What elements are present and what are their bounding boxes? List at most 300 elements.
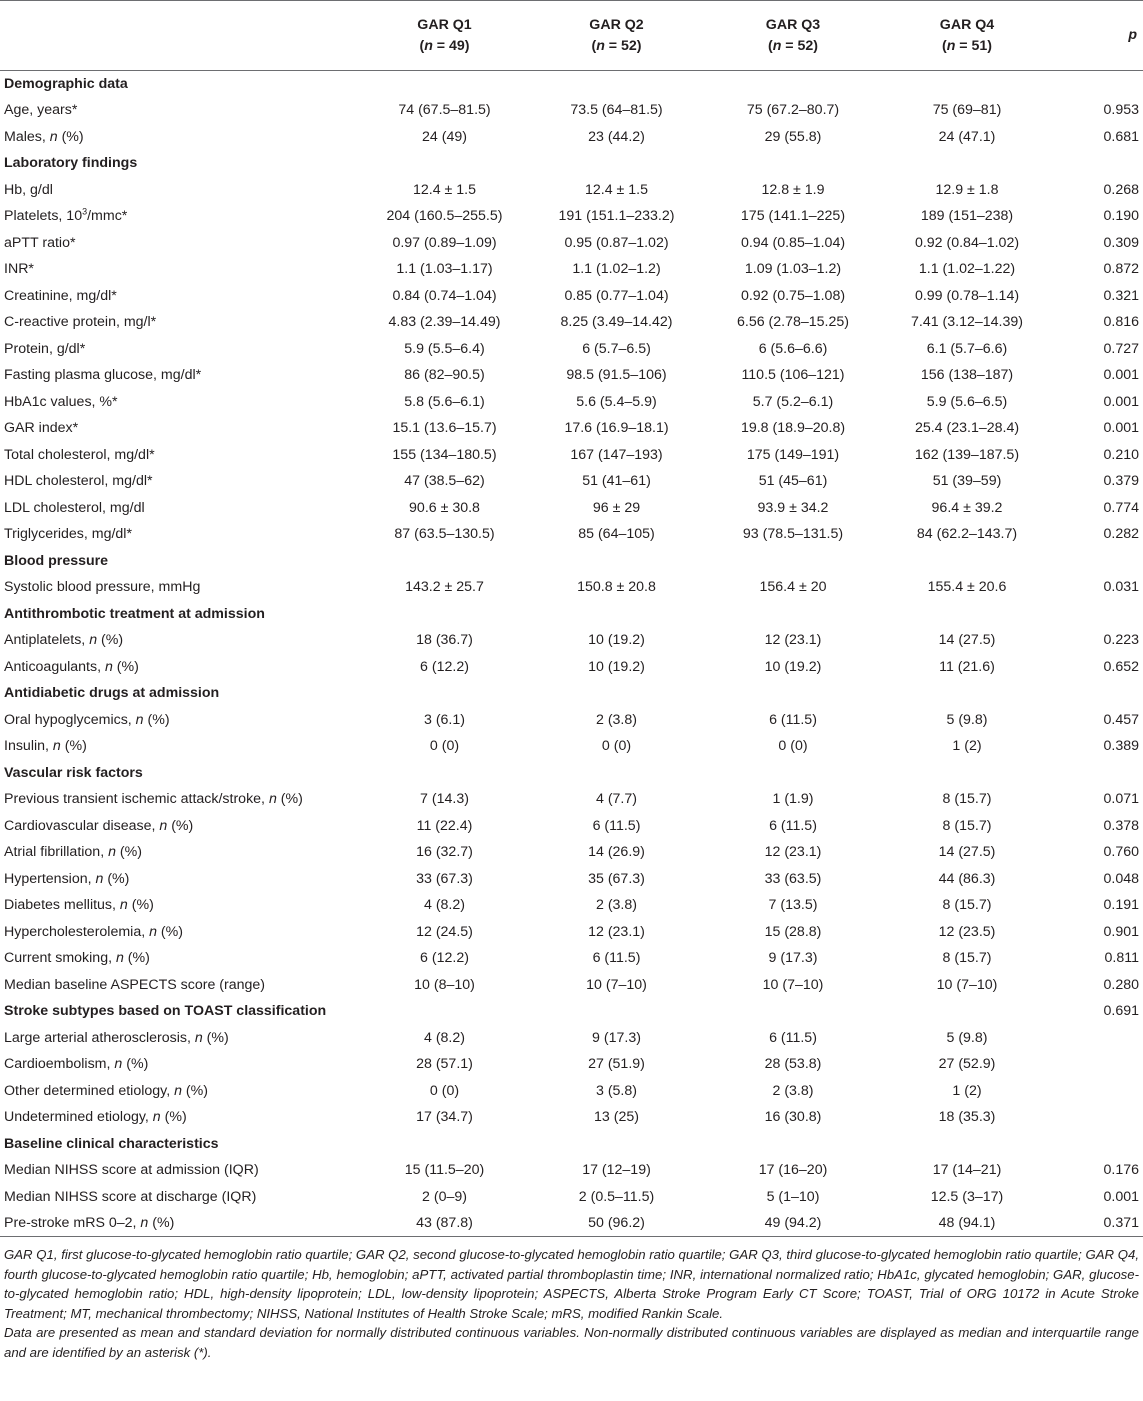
header-col-q3	[704, 1, 882, 71]
table-row	[0, 1184, 1143, 1211]
label-italic: n	[268, 791, 277, 808]
row-label	[0, 521, 360, 548]
label-text: Current smoking,	[4, 950, 116, 967]
row-label	[0, 919, 360, 946]
value-cell-q4: 25.4 (23.1–28.4)	[914, 420, 1020, 437]
row-label	[0, 1051, 360, 1078]
row-label	[0, 839, 360, 866]
p-value: 0.774	[1103, 499, 1139, 516]
header-col-n	[882, 36, 1052, 57]
table-row	[0, 1210, 1143, 1237]
label-text: Laboratory findings	[4, 155, 138, 172]
p-value: 0.001	[1103, 393, 1139, 410]
empty-cell	[360, 1131, 529, 1158]
table-row	[0, 1104, 1143, 1131]
value-cell-q3: 175 (141.1–225)	[740, 208, 846, 225]
empty-cell	[704, 1131, 882, 1158]
empty-cell	[529, 998, 704, 1025]
value-cell-q4: 51 (39–59)	[932, 473, 1002, 490]
value-cell-q4: 156 (138–187)	[920, 367, 1014, 384]
header-n-part: = 52)	[781, 37, 819, 54]
value-cell-q3: 6 (11.5)	[769, 711, 817, 728]
value-cell-q2: 17.6 (16.9–18.1)	[564, 420, 669, 437]
value-cell-q2: 167 (147–193)	[570, 446, 663, 463]
label-text: Systolic blood pressure, mmHg	[4, 579, 201, 596]
label-text: Hypertension,	[4, 870, 96, 887]
value-cell-q1: 0 (0)	[429, 1082, 460, 1099]
table-row	[0, 627, 1143, 654]
label-italic: n	[52, 738, 61, 755]
value-cell-q4: 189 (151–238)	[920, 208, 1014, 225]
value-cell-q1: 87 (63.5–130.5)	[394, 526, 495, 543]
value-cell-q4: 44 (86.3)	[938, 870, 996, 887]
header-col-name: GAR Q3	[765, 16, 821, 33]
label-suffix: (%)	[60, 738, 87, 755]
label-text: Triglycerides, mg/dl*	[4, 526, 132, 543]
value-cell-q3: 28 (53.8)	[764, 1056, 822, 1073]
value-cell-q2: 98.5 (91.5–106)	[566, 367, 667, 384]
table-row	[0, 230, 1143, 257]
value-cell-q1: 0 (0)	[429, 738, 460, 755]
label-text: Antiplatelets,	[4, 632, 90, 649]
p-value: 0.190	[1103, 208, 1139, 225]
label-text: Platelets, 10	[4, 208, 83, 225]
value-cell-q2: 14 (26.9)	[588, 844, 645, 861]
empty-cell	[529, 548, 704, 575]
section-label	[0, 548, 360, 575]
p-value: 0.048	[1103, 870, 1139, 887]
value-cell-q1: 5.9 (5.5–6.4)	[404, 340, 485, 357]
value-cell-q4: 48 (94.1)	[882, 1210, 1052, 1237]
label-suffix: (%)	[167, 817, 194, 834]
value-cell-q3: 51 (45–61)	[758, 473, 828, 490]
section-label	[0, 1131, 360, 1158]
value-cell-q3: 9 (17.3)	[768, 950, 818, 967]
table-row	[0, 813, 1143, 840]
value-cell-q1: 1.1 (1.03–1.17)	[396, 261, 493, 278]
value-cell-q4: 14 (27.5)	[938, 844, 996, 861]
table-row	[0, 839, 1143, 866]
value-cell-q2: 96 ± 29	[592, 499, 641, 516]
value-cell-q2: 2 (0.5–11.5)	[578, 1188, 655, 1205]
header-col-n	[360, 36, 529, 57]
value-cell-q3: 12 (23.1)	[764, 844, 822, 861]
value-cell-q1: 11 (22.4)	[416, 817, 473, 834]
empty-cell	[360, 760, 529, 787]
table-row	[0, 945, 1143, 972]
value-cell-q1: 15.1 (13.6–15.7)	[392, 420, 497, 437]
value-cell-q3: 0.94 (0.85–1.04)	[740, 234, 846, 251]
row-label	[0, 627, 360, 654]
header-n-part: n	[946, 37, 956, 54]
header-n-part: n	[424, 37, 433, 54]
label-text: Blood pressure	[4, 552, 109, 569]
value-cell-q3: 12 (23.1)	[764, 632, 822, 649]
section-row	[0, 760, 1143, 787]
row-label	[0, 309, 360, 336]
value-cell-q3: 19.8 (18.9–20.8)	[740, 420, 846, 437]
empty-cell	[529, 601, 704, 628]
label-text: Creatinine, mg/dl*	[4, 287, 117, 304]
value-cell-q2: 3 (5.8)	[595, 1082, 637, 1099]
value-cell-q3: 110.5 (106–121)	[741, 367, 845, 384]
label-text: Other determined etiology,	[4, 1082, 175, 1099]
row-label	[0, 1104, 360, 1131]
value-cell-q3: 33 (63.5)	[764, 870, 822, 887]
p-value: 0.760	[1103, 844, 1139, 861]
table-row	[0, 1157, 1143, 1184]
p-value: 0.371	[1052, 1210, 1143, 1237]
label-suffix: (%)	[112, 658, 139, 675]
value-cell-q2: 27 (51.9)	[588, 1056, 645, 1073]
label-italic: n	[114, 1056, 123, 1073]
value-cell-q4: 1 (2)	[952, 738, 982, 755]
row-label	[0, 1184, 360, 1211]
value-cell-q1: 28 (57.1)	[416, 1056, 473, 1073]
header-col-n	[704, 36, 882, 57]
row-label	[0, 468, 360, 495]
value-cell-q1: 204 (160.5–255.5)	[386, 208, 503, 225]
label-suffix: (%)	[160, 1109, 187, 1126]
row-label	[0, 177, 360, 204]
value-cell-q2: 2 (3.8)	[595, 711, 637, 728]
value-cell-q4: 0.99 (0.78–1.14)	[914, 287, 1020, 304]
value-cell-q2: 6 (11.5)	[592, 950, 641, 967]
label-italic: n	[140, 1215, 149, 1231]
label-text: Total cholesterol, mg/dl*	[4, 446, 155, 463]
empty-cell	[704, 760, 882, 787]
p-value: 0.191	[1103, 897, 1139, 914]
p-value	[1052, 1025, 1143, 1052]
value-cell-q2: 191 (151.1–233.2)	[558, 208, 675, 225]
label-text: Cardiovascular disease,	[4, 817, 160, 834]
label-text: aPTT ratio*	[4, 234, 76, 251]
value-cell-q4: 12 (23.5)	[938, 923, 996, 940]
value-cell-q2: 12 (23.1)	[588, 923, 645, 940]
value-cell-q2: 150.8 ± 20.8	[577, 579, 656, 596]
value-cell-q2: 23 (44.2)	[588, 128, 645, 145]
p-value: 0.210	[1103, 446, 1139, 463]
value-cell-q4: 84 (62.2–143.7)	[916, 526, 1018, 543]
p-value: 0.727	[1103, 340, 1139, 357]
label-text: Antidiabetic drugs at admission	[4, 685, 220, 702]
p-value	[1052, 601, 1143, 628]
value-cell-q1: 0.97 (0.89–1.09)	[392, 234, 497, 251]
value-cell-q1: 12 (24.5)	[416, 923, 473, 940]
value-cell-q2: 10 (19.2)	[588, 632, 645, 649]
value-cell-q4: 75 (69–81)	[932, 102, 1002, 119]
label-suffix: (%)	[148, 1215, 175, 1231]
value-cell-q4: 5 (9.8)	[946, 1029, 988, 1046]
p-value: 0.031	[1103, 579, 1139, 596]
row-label	[0, 1157, 360, 1184]
row-label	[0, 574, 360, 601]
value-cell-q4: 11 (21.6)	[939, 658, 995, 675]
label-italic: n	[108, 844, 116, 861]
row-label	[0, 786, 360, 813]
row-label	[0, 256, 360, 283]
p-value	[1052, 150, 1143, 177]
table-row	[0, 707, 1143, 734]
p-value: 0.378	[1103, 817, 1139, 834]
p-value: 0.280	[1103, 976, 1139, 993]
value-cell-q4: 18 (35.3)	[938, 1109, 996, 1126]
p-value: 0.652	[1103, 658, 1139, 675]
value-cell-q2: 5.6 (5.4–5.9)	[576, 393, 657, 410]
label-text: INR*	[4, 261, 34, 278]
table-row	[0, 283, 1143, 310]
row-label	[0, 495, 360, 522]
value-cell-q3: 49 (94.2)	[704, 1210, 882, 1237]
row-label	[0, 442, 360, 469]
row-label	[0, 892, 360, 919]
header-p	[1052, 1, 1143, 71]
value-cell-q3: 5.7 (5.2–6.1)	[752, 393, 834, 410]
value-cell-q3: 6 (11.5)	[769, 1029, 817, 1046]
header-n-part: n	[596, 37, 605, 54]
label-suffix: (%)	[57, 128, 84, 145]
empty-cell	[529, 71, 704, 98]
p-value	[1052, 71, 1143, 98]
value-cell-q4: 12.5 (3–17)	[930, 1188, 1004, 1205]
value-cell-q3: 6 (5.6–6.6)	[758, 340, 828, 357]
value-cell-q3: 10 (19.2)	[764, 658, 822, 675]
p-value	[1052, 548, 1143, 575]
p-value: 0.816	[1103, 314, 1139, 331]
p-value: 0.001	[1103, 1188, 1139, 1205]
p-value	[1052, 1104, 1143, 1131]
value-cell-q2: 8.25 (3.49–14.42)	[560, 314, 673, 331]
empty-cell	[882, 71, 1052, 98]
section-row	[0, 150, 1143, 177]
row-label	[0, 1210, 360, 1237]
table-row	[0, 892, 1143, 919]
value-cell-q3: 93 (78.5–131.5)	[742, 526, 844, 543]
label-suffix: (%)	[156, 923, 183, 940]
header-blank	[0, 1, 360, 71]
section-row	[0, 71, 1143, 98]
empty-cell	[360, 71, 529, 98]
value-cell-q1: 6 (12.2)	[420, 658, 469, 675]
value-cell-q1: 143.2 ± 25.7	[405, 579, 484, 596]
value-cell-q3: 93.9 ± 34.2	[757, 499, 829, 516]
label-text: Large arterial atherosclerosis,	[4, 1029, 195, 1046]
row-label	[0, 1025, 360, 1052]
label-text: Atrial fibrillation,	[4, 844, 109, 861]
label-italic: n	[194, 1029, 203, 1046]
empty-cell	[360, 998, 529, 1025]
empty-cell	[704, 548, 882, 575]
empty-cell	[704, 71, 882, 98]
empty-cell	[704, 150, 882, 177]
section-row	[0, 548, 1143, 575]
table-row	[0, 972, 1143, 999]
label-text: Males,	[4, 128, 50, 145]
header-row	[0, 1, 1143, 71]
p-value: 0.872	[1103, 261, 1139, 278]
table-row	[0, 654, 1143, 681]
value-cell-q4: 5 (9.8)	[946, 711, 988, 728]
header-col-name: GAR Q2	[589, 16, 644, 33]
row-label	[0, 415, 360, 442]
value-cell-q3: 6.56 (2.78–15.25)	[736, 314, 849, 331]
header-n-part: (	[941, 37, 947, 54]
section-label	[0, 601, 360, 628]
value-cell-q1: 33 (67.3)	[416, 870, 473, 887]
p-value	[1052, 680, 1143, 707]
label-suffix: (%)	[143, 711, 170, 728]
value-cell-q3: 156.4 ± 20	[759, 579, 827, 596]
label-text: C-reactive protein, mg/l*	[4, 314, 157, 331]
header-col-q4	[882, 1, 1052, 71]
empty-cell	[882, 601, 1052, 628]
header-p-label: p	[1128, 27, 1137, 43]
label-text: Antithrombotic treatment at admission	[4, 605, 265, 622]
label-suffix: (%)	[103, 870, 130, 887]
row-label	[0, 362, 360, 389]
footnote: GAR Q1, first glucose-to-glycated hemoglobin ratio quartile; GAR Q2, second glucose-to-glycated hemoglobin ratio quartile; GAR Q3, third glucose-to-glycated hemoglobin ratio quartile; GAR Q4, fourth glucose-to-glycated hemoglobin ratio quartile; Hb, hemoglobin; aPTT, activated partial thromboplastin time; INR, international normalized ratio; HbA1c, glycated hemoglobin; GAR, glucose-to-glycated hemoglobin ratio; HDL, high-density lipoprotein; LDL, low-density lipoprotein; ASPECTS, Alberta Stroke Program Early CT Score; TOAST, Trial of ORG 10172 in Acute Stroke Treatment; MT, mechanical thrombectomy; NIHSS, National Institutes of Health Stroke Scale; mRS, modified Rankin Scale.	[4, 1247, 1139, 1321]
header-col-q1	[360, 1, 529, 71]
p-value: 0.379	[1103, 473, 1139, 490]
value-cell-q3: 0.92 (0.75–1.08)	[740, 287, 846, 304]
table-row	[0, 574, 1143, 601]
value-cell-q4: 155.4 ± 20.6	[927, 579, 1007, 596]
row-label	[0, 203, 360, 230]
p-value: 0.223	[1103, 632, 1139, 649]
value-cell-q1: 18 (36.7)	[416, 632, 473, 649]
p-value: 0.071	[1103, 791, 1139, 808]
value-cell-q2: 51 (41–61)	[582, 473, 651, 490]
label-suffix: (%)	[276, 791, 303, 808]
value-cell-q1: 74 (67.5–81.5)	[398, 102, 491, 119]
empty-cell	[360, 150, 529, 177]
section-row	[0, 601, 1143, 628]
table-row	[0, 389, 1143, 416]
label-text: Previous transient ischemic attack/stroke,	[4, 791, 269, 808]
value-cell-q1: 47 (38.5–62)	[404, 473, 485, 490]
row-label	[0, 866, 360, 893]
label-text: Vascular risk factors	[4, 764, 143, 781]
table-footnotes	[0, 1237, 1143, 1362]
table-row	[0, 1078, 1143, 1105]
p-value: 0.001	[1103, 420, 1139, 437]
value-cell-q4: 27 (52.9)	[938, 1056, 996, 1073]
value-cell-q1: 155 (134–180.5)	[392, 446, 497, 463]
header-n-part: (	[767, 37, 773, 54]
table-row	[0, 309, 1143, 336]
row-label	[0, 124, 360, 151]
value-cell-q2: 85 (64–105)	[578, 526, 655, 543]
value-cell-q2: 1.1 (1.02–1.2)	[572, 261, 661, 278]
table-row	[0, 336, 1143, 363]
value-cell-q3: 75 (67.2–80.7)	[746, 102, 840, 119]
p-value: 0.811	[1104, 950, 1139, 967]
label-text: Diabetes mellitus,	[4, 897, 120, 914]
value-cell-q4: 1.1 (1.02–1.22)	[918, 261, 1016, 278]
value-cell-q1: 17 (34.7)	[416, 1109, 473, 1126]
label-text: HbA1c values, %*	[4, 393, 118, 410]
label-suffix: (%)	[115, 844, 142, 861]
label-text: Anticoagulants,	[4, 658, 105, 675]
p-value: 0.309	[1103, 234, 1139, 251]
value-cell-q2: 12.4 ± 1.5	[584, 181, 648, 198]
p-value: 0.691	[1103, 1003, 1139, 1020]
label-italic: n	[95, 870, 104, 887]
header-n-part: (	[591, 37, 597, 54]
table-header	[0, 1, 1143, 71]
table-row	[0, 1051, 1143, 1078]
section-label	[0, 998, 360, 1025]
value-cell-q4: 24 (47.1)	[938, 128, 996, 145]
label-italic: n	[174, 1082, 182, 1099]
row-label	[0, 654, 360, 681]
value-cell-q4: 6.1 (5.7–6.6)	[926, 340, 1008, 357]
value-cell-q3: 7 (13.5)	[768, 897, 818, 914]
value-cell-q4: 8 (15.7)	[942, 950, 992, 967]
row-label	[0, 97, 360, 124]
value-cell-q3: 15 (28.8)	[764, 923, 822, 940]
value-cell-q3: 0 (0)	[778, 738, 808, 755]
value-cell-q1: 2 (0–9)	[422, 1188, 467, 1205]
label-text: Stroke subtypes based on TOAST classification	[4, 1003, 327, 1020]
empty-cell	[360, 548, 529, 575]
value-cell-q1: 4 (8.2)	[423, 1029, 465, 1046]
label-italic: n	[135, 711, 144, 728]
header-n-part: = 51)	[955, 37, 993, 54]
table-row	[0, 256, 1143, 283]
empty-cell	[529, 680, 704, 707]
section-label	[0, 150, 360, 177]
value-cell-q2: 10 (19.2)	[588, 658, 645, 675]
table-row	[0, 495, 1143, 522]
table-row	[0, 521, 1143, 548]
table-body	[0, 71, 1143, 1237]
empty-cell	[360, 680, 529, 707]
label-italic: n	[89, 632, 98, 649]
value-cell-q1: 3 (6.1)	[423, 711, 465, 728]
row-label	[0, 945, 360, 972]
section-row	[0, 1131, 1143, 1158]
p-value	[1052, 760, 1143, 787]
value-cell-q2: 0.95 (0.87–1.02)	[564, 234, 669, 251]
value-cell-q3: 2 (3.8)	[772, 1082, 814, 1099]
header-n-part: = 49)	[432, 37, 470, 54]
value-cell-q2: 17 (12–19)	[582, 1162, 651, 1179]
row-label	[0, 972, 360, 999]
empty-cell	[882, 760, 1052, 787]
label-text: Median baseline ASPECTS score (range)	[4, 976, 266, 993]
value-cell-q4: 8 (15.7)	[942, 897, 992, 914]
value-cell-q4: 12.9 ± 1.8	[935, 181, 999, 198]
row-label	[0, 1078, 360, 1105]
p-value: 0.268	[1103, 181, 1139, 198]
value-cell-q3: 17 (16–20)	[758, 1162, 828, 1179]
table-row	[0, 124, 1143, 151]
label-italic: n	[119, 897, 128, 914]
p-value	[1052, 1078, 1143, 1105]
label-text: Median NIHSS score at admission (IQR)	[4, 1162, 259, 1179]
value-cell-q4: 0.92 (0.84–1.02)	[914, 234, 1020, 251]
value-cell-q2: 6 (5.7–6.5)	[582, 340, 651, 357]
value-cell-q4: 10 (7–10)	[936, 976, 998, 993]
label-text: Demographic data	[4, 76, 128, 92]
p-value: 0.001	[1103, 367, 1139, 384]
label-suffix: /mmc*	[87, 208, 128, 225]
table-row	[0, 203, 1143, 230]
value-cell-q4: 5.9 (5.6–6.5)	[926, 393, 1008, 410]
table-row	[0, 786, 1143, 813]
value-cell-q1: 86 (82–90.5)	[404, 367, 485, 384]
